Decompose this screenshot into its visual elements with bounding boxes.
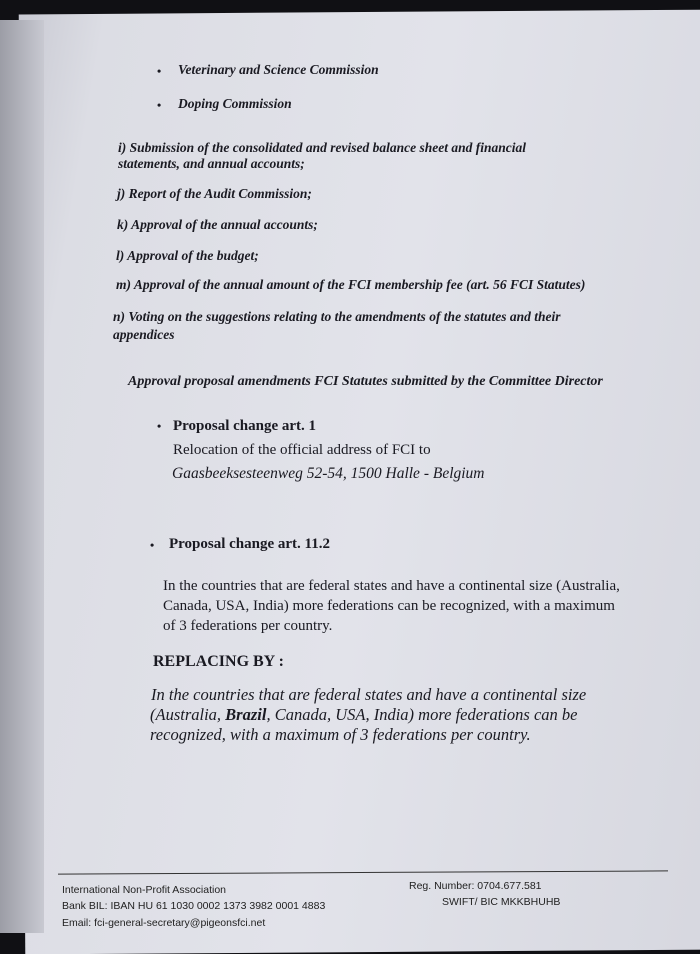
text-run: , Canada, USA, India) more federations can be (266, 705, 578, 724)
bullet: • (157, 98, 162, 112)
commission-item: Veterinary and Science Commission (178, 62, 379, 77)
agenda-item-i-cont: statements, and annual accounts; (118, 156, 305, 171)
replacing-text: In the countries that are federal states and have a continental size (151, 685, 587, 704)
footer-org: International Non-Profit Association (62, 884, 227, 896)
proposal-1-title: Proposal change art. 1 (173, 418, 317, 434)
section-heading: Approval proposal amendments FCI Statutes submitted by the Committee Director (128, 374, 603, 389)
agenda-item-m: m) Approval of the annual amount of the FCI membership fee (art. 56 FCI Statutes) (116, 277, 586, 292)
agenda-item-n-cont: appendices (113, 327, 175, 342)
agenda-item-n: n) Voting on the suggestions relating to the amendments of the statutes and their (113, 309, 561, 324)
replacing-heading: REPLACING BY : (153, 653, 284, 670)
agenda-item-k: k) Approval of the annual accounts; (117, 217, 318, 232)
page-edge (0, 20, 44, 933)
bullet: • (157, 419, 162, 433)
highlight-brazil: Brazil (225, 705, 267, 724)
proposal-2-text: Canada, USA, India) more federations can be recognized, with a maximum (163, 598, 615, 614)
agenda-item-i: i) Submission of the consolidated and revised balance sheet and financial (118, 140, 527, 155)
proposal-2-text: In the countries that are federal states and have a continental size (Australia, (163, 578, 620, 594)
bullet: • (150, 538, 155, 552)
proposal-2-text: of 3 federations per country. (163, 618, 333, 634)
proposal-2-title: Proposal change art. 11.2 (169, 536, 330, 552)
footer-swift: SWIFT/ BIC MKKBHUHB (442, 896, 561, 908)
proposal-1-text: Relocation of the official address of FCI to (173, 442, 431, 458)
bullet: • (157, 64, 162, 78)
agenda-item-l: l) Approval of the budget; (116, 248, 259, 263)
replacing-text (150, 705, 577, 725)
footer-bank: Bank BIL: IBAN HU 61 1030 0002 1373 3982 0001 4883 (62, 900, 326, 912)
replacing-text: recognized, with a maximum of 3 federations per country. (150, 725, 531, 744)
footer-email: Email: fci-general-secretary@pigeonsfci.net (62, 917, 266, 929)
text-run: (Australia, (150, 705, 226, 724)
footer-reg: Reg. Number: 0704.677.581 (409, 880, 542, 892)
proposal-1-address: Gaasbeeksesteenweg 52-54, 1500 Halle - Belgium (172, 465, 485, 482)
commission-item: Doping Commission (178, 96, 292, 111)
agenda-item-j: j) Report of the Audit Commission; (117, 186, 312, 201)
